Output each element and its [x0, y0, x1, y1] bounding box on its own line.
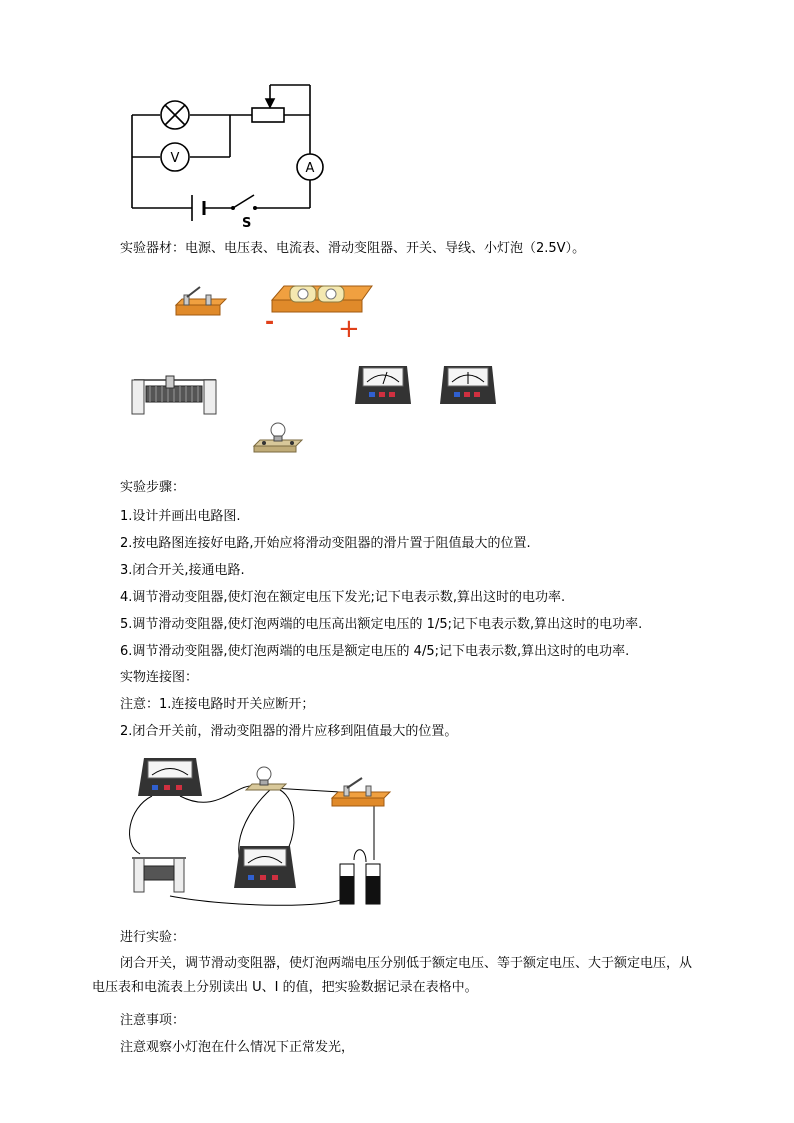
battery-minus-sign: -: [265, 310, 275, 335]
step-item: 2.按电路图连接好电路,开始应将滑动变阻器的滑片置于阻值最大的位置.: [120, 536, 531, 551]
caution-text: 注意观察小灯泡在什么情况下正常发光，: [120, 1040, 355, 1055]
step-item: 6.调节滑动变阻器,使灯泡两端的电压是额定电压的 4/5;记下电表示数,算出这时的电功率.: [120, 644, 630, 659]
rheostat-symbol: [252, 99, 284, 122]
step-item: 1.设计并画出电路图.: [120, 509, 241, 524]
step-item: 4.调节滑动变阻器,使灯泡在额定电压下发光;记下电表示数,算出这时的电功率.: [120, 590, 566, 605]
caution-title: 注意事项：: [120, 1013, 186, 1028]
ammeter-symbol: [297, 154, 323, 180]
step-item: 3.闭合开关,接通电路.: [120, 563, 245, 578]
step-item: 5.调节滑动变阻器,使灯泡两端的电压高出额定电压的 1/5;记下电表示数,算出这时的电功率.: [120, 617, 643, 632]
battery-plus-sign: +: [338, 314, 360, 344]
voltmeter-symbol: [161, 143, 189, 171]
meter-picture-2: [440, 358, 496, 408]
battery-symbol: [192, 195, 204, 221]
wiring-picture: [122, 758, 400, 910]
steps-title: 实验步骤：: [120, 480, 186, 495]
voltmeter-label: V: [170, 151, 180, 166]
switch-symbol: [231, 195, 257, 231]
note-item: 2.闭合开关前，滑动变阻器的滑片应移到阻值最大的位置。: [120, 724, 458, 739]
experiment-title: 进行实验：: [120, 930, 186, 945]
lamp-symbol: [161, 101, 189, 129]
circuit-diagram: [120, 75, 330, 235]
switch-picture: [170, 285, 230, 325]
experiment-text: 闭合开关，调节滑动变阻器，使灯泡两端电压分别低于额定电压、等于额定电压、大于额定电压，从电压表和电流表上分别读出 U、I 的值，把实验数据记录在表格中。: [92, 956, 693, 995]
switch-label: S: [242, 216, 252, 231]
rheostat-picture: [128, 372, 220, 418]
lamp-picture: [252, 420, 304, 456]
materials-line: 实验器材：电源、电压表、电流表、滑动变阻器、开关、导线、小灯泡（2.5V）。: [120, 241, 586, 256]
meter-picture-1: [355, 358, 411, 408]
ammeter-label: A: [305, 161, 315, 176]
wiring-title: 实物连接图：: [120, 670, 199, 685]
note-item: 注意：1.连接电路时开关应断开；: [120, 697, 315, 712]
